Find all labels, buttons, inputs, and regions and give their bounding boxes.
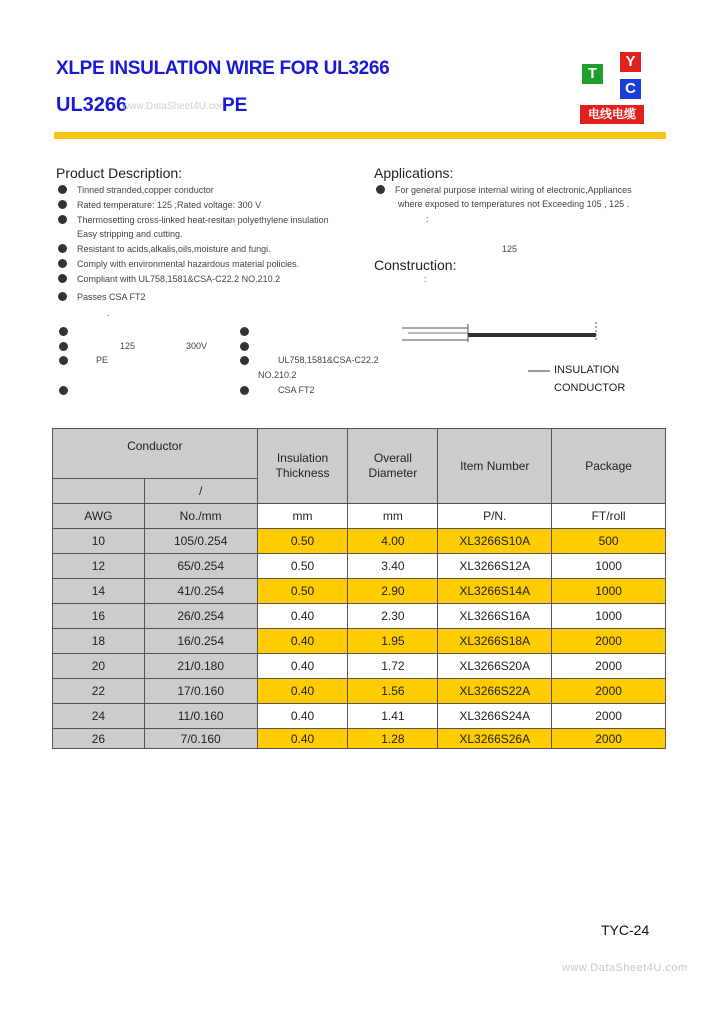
product-item: Thermosetting cross-linked heat-resitan polyethylene insulation (58, 215, 329, 225)
table-row (53, 554, 666, 579)
cell-diameter: 2.30 (348, 604, 438, 629)
cell-strand: 11/0.160 (144, 704, 257, 729)
logo-chinese-text: 电线电缆 (580, 105, 644, 124)
cell-package: 2000 (552, 704, 666, 729)
bullet-icon (59, 342, 68, 351)
logo-letter-y: Y (620, 52, 641, 72)
bullet-icon (59, 356, 68, 365)
cell-part-number: XL3266S24A (438, 704, 552, 729)
cn-ul: UL758,1581&CSA-C22.2 (278, 355, 379, 365)
bullet-icon (58, 215, 67, 224)
header-insulation: Insulation Thickness (257, 429, 348, 504)
cell-package: 2000 (552, 679, 666, 704)
cell-diameter: 4.00 (348, 529, 438, 554)
unit-ftroll: FT/roll (552, 504, 666, 529)
table-row (53, 604, 666, 629)
faint-watermark: www.DataSheet4U.com (122, 101, 228, 112)
header-slash: / (144, 479, 257, 504)
unit-mm: mm (348, 504, 438, 529)
cn-sep: . (107, 308, 110, 318)
product-item: Resistant to acids,alkalis,oils,moisture and fungi. (58, 244, 271, 254)
bullet-icon (58, 274, 67, 283)
cell-diameter: 1.56 (348, 679, 438, 704)
cell-diameter: 1.95 (348, 629, 438, 654)
cell-awg: 12 (53, 554, 145, 579)
cell-strand: 16/0.254 (144, 629, 257, 654)
spec-table (52, 428, 666, 749)
product-item: Rated temperature: 125 ;Rated voltage: 300 V (58, 200, 261, 210)
cell-insulation: 0.40 (257, 704, 348, 729)
logo-letter-t: T (582, 64, 603, 84)
product-item: Passes CSA FT2 (58, 292, 146, 302)
bullet-icon (58, 259, 67, 268)
table-row (53, 679, 666, 704)
unit-mm: mm (257, 504, 348, 529)
cell-diameter: 3.40 (348, 554, 438, 579)
product-item: Tinned stranded,copper conductor (58, 185, 214, 195)
bullet-icon (59, 386, 68, 395)
page-title: XLPE INSULATION WIRE FOR UL3266 (56, 58, 390, 79)
cell-strand: 65/0.254 (144, 554, 257, 579)
label-insulation: INSULATION (554, 364, 620, 376)
cell-awg: 26 (53, 729, 145, 749)
cell-diameter: 1.72 (348, 654, 438, 679)
cell-awg: 10 (53, 529, 145, 554)
table-row (53, 729, 666, 749)
cell-package: 500 (552, 529, 666, 554)
table-row (53, 579, 666, 604)
cn-ul-no: NO.210.2 (258, 370, 297, 380)
applications-item-continued: where exposed to temperatures not Exceeding 105 , 125 . (398, 199, 630, 209)
cell-strand: 105/0.254 (144, 529, 257, 554)
cell-awg: 14 (53, 579, 145, 604)
bullet-icon (59, 327, 68, 336)
product-item: Compliant with UL758,1581&CSA-C22.2 NO.210.2 (58, 274, 280, 284)
tyc-logo (580, 52, 646, 124)
cn-pe: PE (96, 355, 109, 365)
cell-insulation: 0.40 (257, 679, 348, 704)
applications-item: For general purpose internal wiring of electronic,Appliances (376, 185, 632, 195)
table-row (53, 529, 666, 554)
header-conductor: Conductor (53, 429, 258, 479)
unit-no-mm: No./mm (144, 504, 257, 529)
bullet-icon (376, 185, 385, 194)
logo-letter-c: C (620, 79, 641, 99)
cell-insulation: 0.50 (257, 529, 348, 554)
header-blank (53, 479, 145, 504)
product-item: Comply with environmental hazardous material policies. (58, 259, 299, 269)
table-row (53, 654, 666, 679)
cell-insulation: 0.40 (257, 654, 348, 679)
cell-insulation: 0.40 (257, 629, 348, 654)
cell-awg: 24 (53, 704, 145, 729)
product-item-continued: Easy stripping and cutting. (77, 229, 183, 239)
cell-diameter: 1.41 (348, 704, 438, 729)
header-overall: Overall Diameter (348, 429, 438, 504)
bullet-icon (240, 327, 249, 336)
cell-part-number: XL3266S22A (438, 679, 552, 704)
applications-colon: : (426, 214, 429, 224)
cell-part-number: XL3266S16A (438, 604, 552, 629)
cn-csa: CSA FT2 (278, 385, 315, 395)
header-package: Package (552, 429, 666, 504)
leader-line (528, 365, 552, 375)
wire-diagram (400, 318, 610, 352)
unit-awg: AWG (53, 504, 145, 529)
cell-insulation: 0.50 (257, 554, 348, 579)
cell-awg: 18 (53, 629, 145, 654)
cell-part-number: XL3266S14A (438, 579, 552, 604)
cell-strand: 17/0.160 (144, 679, 257, 704)
cell-strand: 7/0.160 (144, 729, 257, 749)
cell-package: 1000 (552, 579, 666, 604)
applications-heading: Applications: (374, 165, 454, 181)
cell-insulation: 0.50 (257, 579, 348, 604)
table-row (53, 629, 666, 654)
unit-pn: P/N. (438, 504, 552, 529)
label-conductor: CONDUCTOR (554, 382, 626, 394)
cell-awg: 20 (53, 654, 145, 679)
cell-part-number: XL3266S20A (438, 654, 552, 679)
cell-package: 1000 (552, 554, 666, 579)
construction-heading: Construction: (374, 257, 457, 273)
cell-package: 2000 (552, 629, 666, 654)
applications-temp: 125 (502, 244, 518, 254)
table-row (53, 704, 666, 729)
cell-strand: 26/0.254 (144, 604, 257, 629)
cell-insulation: 0.40 (257, 604, 348, 629)
bullet-icon (58, 185, 67, 194)
page-code: TYC-24 (601, 922, 650, 938)
cn-temp: 125 (120, 341, 136, 351)
header-item-number: Item Number (438, 429, 552, 504)
bullet-icon (58, 200, 67, 209)
cell-part-number: XL3266S12A (438, 554, 552, 579)
cell-awg: 22 (53, 679, 145, 704)
cell-part-number: XL3266S26A (438, 729, 552, 749)
bullet-icon (240, 386, 249, 395)
cell-package: 1000 (552, 604, 666, 629)
bullet-icon (58, 244, 67, 253)
header-divider (54, 132, 666, 139)
cell-insulation: 0.40 (257, 729, 348, 749)
cell-part-number: XL3266S18A (438, 629, 552, 654)
cell-strand: 41/0.254 (144, 579, 257, 604)
cell-diameter: 2.90 (348, 579, 438, 604)
cell-package: 2000 (552, 654, 666, 679)
page-subtitle: UL3266 (56, 94, 128, 116)
product-description-heading: Product Description: (56, 165, 183, 181)
footer-watermark: www.DataSheet4U.com (562, 962, 688, 974)
cell-awg: 16 (53, 604, 145, 629)
cn-voltage: 300V (186, 341, 208, 351)
cell-package: 2000 (552, 729, 666, 749)
bullet-icon (240, 356, 249, 365)
cell-part-number: XL3266S10A (438, 529, 552, 554)
cell-strand: 21/0.180 (144, 654, 257, 679)
cell-diameter: 1.28 (348, 729, 438, 749)
bullet-icon (58, 292, 67, 301)
subtitle-pe: PE (222, 95, 248, 116)
construction-colon: : (424, 274, 427, 284)
bullet-icon (240, 342, 249, 351)
